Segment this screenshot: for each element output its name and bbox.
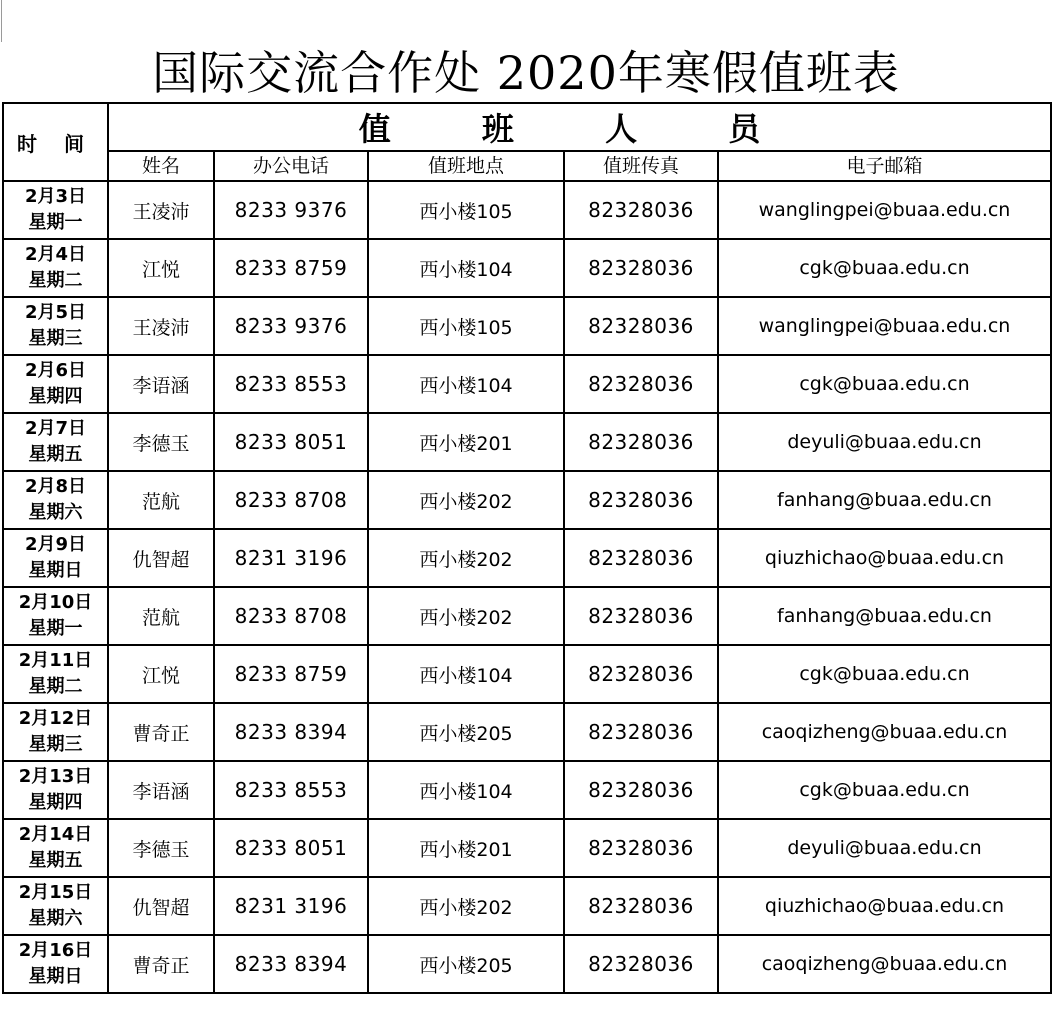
- date-cell: [3, 413, 108, 471]
- fax-cell: 82328036: [564, 761, 718, 819]
- phone-cell: 8231 3196: [214, 877, 368, 935]
- fax-cell: 82328036: [564, 471, 718, 529]
- phone-cell: 8233 8051: [214, 413, 368, 471]
- time-header: 时 间: [3, 103, 108, 181]
- page-title: 国际交流合作处 2020年寒假值班表: [152, 46, 900, 100]
- name-cell: 曹奇正: [108, 703, 214, 761]
- table-row: [3, 413, 1051, 471]
- email-cell: cgk@buaa.edu.cn: [718, 761, 1051, 819]
- weekday-text: 星期六: [28, 502, 83, 523]
- header-row-columns: [3, 151, 1051, 181]
- email-cell: wanglingpei@buaa.edu.cn: [718, 297, 1051, 355]
- email-cell: caoqizheng@buaa.edu.cn: [718, 935, 1051, 993]
- date-text: 2月14日: [18, 824, 93, 845]
- column-header-email: 电子邮箱: [718, 151, 1051, 181]
- date-text: 2月9日: [24, 534, 87, 555]
- phone-cell: 8233 8759: [214, 645, 368, 703]
- date-text: 2月8日: [24, 476, 87, 497]
- weekday-text: 星期三: [28, 328, 83, 349]
- fax-cell: 82328036: [564, 935, 718, 993]
- phone-cell: 8233 8759: [214, 239, 368, 297]
- weekday-text: 星期一: [28, 212, 83, 233]
- table-row: [3, 239, 1051, 297]
- table-row: [3, 819, 1051, 877]
- duty-table: [2, 102, 1052, 994]
- date-text: 2月4日: [24, 244, 87, 265]
- date-text: 2月13日: [18, 766, 93, 787]
- weekday-text: 星期二: [28, 676, 83, 697]
- weekday-text: 星期四: [28, 386, 83, 407]
- name-cell: 仇智超: [108, 877, 214, 935]
- email-cell: cgk@buaa.edu.cn: [718, 239, 1051, 297]
- column-header-location: 值班地点: [368, 151, 564, 181]
- email-cell: cgk@buaa.edu.cn: [718, 645, 1051, 703]
- weekday-text: 星期三: [28, 734, 83, 755]
- email-cell: wanglingpei@buaa.edu.cn: [718, 181, 1051, 239]
- fax-cell: 82328036: [564, 529, 718, 587]
- location-cell: 西小楼205: [368, 935, 564, 993]
- fax-cell: 82328036: [564, 413, 718, 471]
- phone-cell: 8233 8394: [214, 935, 368, 993]
- date-cell: [3, 761, 108, 819]
- staff-header: 值 班 人 员: [108, 103, 1051, 151]
- table-row: [3, 703, 1051, 761]
- table-row: [3, 529, 1051, 587]
- date-cell: [3, 703, 108, 761]
- date-cell: [3, 239, 108, 297]
- email-cell: cgk@buaa.edu.cn: [718, 355, 1051, 413]
- name-cell: 李德玉: [108, 413, 214, 471]
- name-cell: 王凌沛: [108, 181, 214, 239]
- phone-cell: 8233 9376: [214, 181, 368, 239]
- table-row: [3, 877, 1051, 935]
- name-cell: 李德玉: [108, 819, 214, 877]
- date-cell: [3, 471, 108, 529]
- location-cell: 西小楼202: [368, 587, 564, 645]
- weekday-text: 星期日: [28, 966, 83, 987]
- duty-table-body: [3, 103, 1051, 993]
- date-cell: [3, 587, 108, 645]
- fax-cell: 82328036: [564, 297, 718, 355]
- fax-cell: 82328036: [564, 181, 718, 239]
- fax-cell: 82328036: [564, 587, 718, 645]
- date-cell: [3, 645, 108, 703]
- column-header-phone: 办公电话: [214, 151, 368, 181]
- location-cell: 西小楼104: [368, 239, 564, 297]
- name-cell: 江悦: [108, 645, 214, 703]
- name-cell: 王凌沛: [108, 297, 214, 355]
- date-cell: [3, 529, 108, 587]
- email-cell: qiuzhichao@buaa.edu.cn: [718, 877, 1051, 935]
- email-cell: fanhang@buaa.edu.cn: [718, 587, 1051, 645]
- date-text: 2月3日: [24, 186, 87, 207]
- date-text: 2月15日: [18, 882, 93, 903]
- date-cell: [3, 819, 108, 877]
- column-header-name: 姓名: [108, 151, 214, 181]
- weekday-text: 星期五: [28, 444, 83, 465]
- table-row: [3, 761, 1051, 819]
- name-cell: 仇智超: [108, 529, 214, 587]
- location-cell: 西小楼104: [368, 645, 564, 703]
- table-row: [3, 935, 1051, 993]
- weekday-text: 星期日: [28, 560, 83, 581]
- fax-cell: 82328036: [564, 239, 718, 297]
- fax-cell: 82328036: [564, 355, 718, 413]
- location-cell: 西小楼202: [368, 529, 564, 587]
- date-cell: [3, 935, 108, 993]
- location-cell: 西小楼202: [368, 471, 564, 529]
- location-cell: 西小楼105: [368, 297, 564, 355]
- email-cell: caoqizheng@buaa.edu.cn: [718, 703, 1051, 761]
- phone-cell: 8233 9376: [214, 297, 368, 355]
- date-text: 2月6日: [24, 360, 87, 381]
- phone-cell: 8233 8394: [214, 703, 368, 761]
- date-text: 2月16日: [18, 940, 93, 961]
- name-cell: 李语涵: [108, 355, 214, 413]
- phone-cell: 8233 8553: [214, 355, 368, 413]
- weekday-text: 星期五: [28, 850, 83, 871]
- table-row: [3, 587, 1051, 645]
- date-cell: [3, 355, 108, 413]
- date-text: 2月11日: [18, 650, 93, 671]
- name-cell: 曹奇正: [108, 935, 214, 993]
- location-cell: 西小楼205: [368, 703, 564, 761]
- name-cell: 范航: [108, 471, 214, 529]
- email-cell: deyuli@buaa.edu.cn: [718, 819, 1051, 877]
- fax-cell: 82328036: [564, 645, 718, 703]
- weekday-text: 星期四: [28, 792, 83, 813]
- phone-cell: 8233 8051: [214, 819, 368, 877]
- phone-cell: 8231 3196: [214, 529, 368, 587]
- fax-cell: 82328036: [564, 703, 718, 761]
- location-cell: 西小楼202: [368, 877, 564, 935]
- phone-cell: 8233 8708: [214, 471, 368, 529]
- table-row: [3, 181, 1051, 239]
- location-cell: 西小楼201: [368, 819, 564, 877]
- phone-cell: 8233 8708: [214, 587, 368, 645]
- table-row: [3, 645, 1051, 703]
- location-cell: 西小楼105: [368, 181, 564, 239]
- email-cell: qiuzhichao@buaa.edu.cn: [718, 529, 1051, 587]
- column-header-fax: 值班传真: [564, 151, 718, 181]
- fax-cell: 82328036: [564, 819, 718, 877]
- location-cell: 西小楼104: [368, 355, 564, 413]
- name-cell: 李语涵: [108, 761, 214, 819]
- date-cell: [3, 297, 108, 355]
- date-cell: [3, 877, 108, 935]
- date-text: 2月5日: [24, 302, 87, 323]
- date-text: 2月10日: [18, 592, 93, 613]
- weekday-text: 星期二: [28, 270, 83, 291]
- location-cell: 西小楼104: [368, 761, 564, 819]
- date-text: 2月12日: [18, 708, 93, 729]
- table-row: [3, 471, 1051, 529]
- location-cell: 西小楼201: [368, 413, 564, 471]
- name-cell: 江悦: [108, 239, 214, 297]
- email-cell: fanhang@buaa.edu.cn: [718, 471, 1051, 529]
- header-row-top: [3, 103, 1051, 151]
- date-cell: [3, 181, 108, 239]
- name-cell: 范航: [108, 587, 214, 645]
- weekday-text: 星期一: [28, 618, 83, 639]
- weekday-text: 星期六: [28, 908, 83, 929]
- table-row: [3, 355, 1051, 413]
- date-text: 2月7日: [24, 418, 87, 439]
- table-row: [3, 297, 1051, 355]
- email-cell: deyuli@buaa.edu.cn: [718, 413, 1051, 471]
- phone-cell: 8233 8553: [214, 761, 368, 819]
- fax-cell: 82328036: [564, 877, 718, 935]
- sheet-edge-line: [1, 0, 2, 42]
